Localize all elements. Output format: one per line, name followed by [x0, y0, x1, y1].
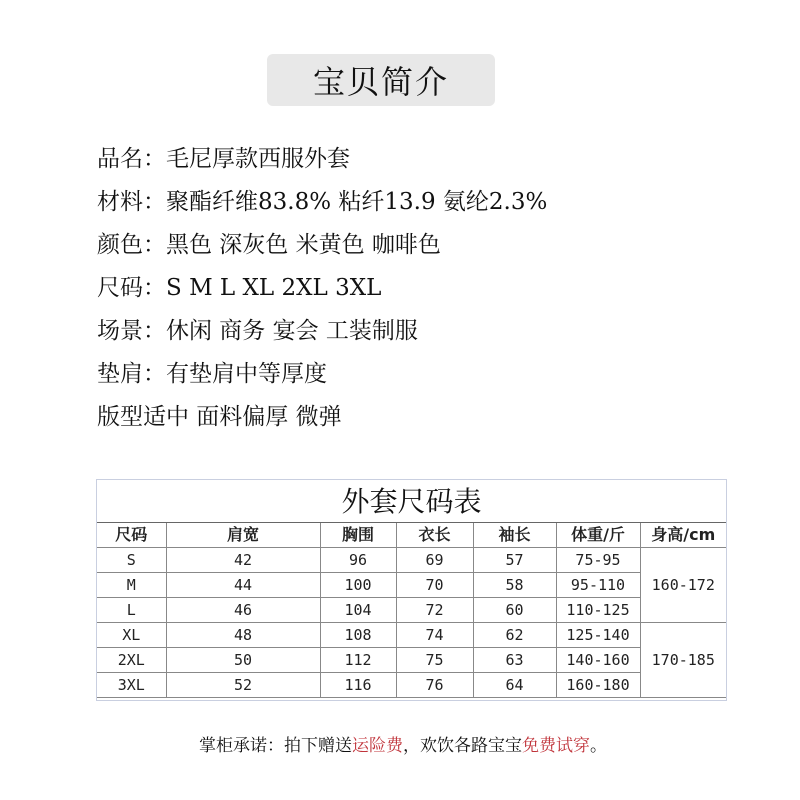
cell-weight: 95-110: [556, 573, 640, 598]
cell-height-group: 160-172: [640, 548, 726, 623]
info-fit-fabric: 版型适中 面料偏厚 微弹: [97, 404, 342, 430]
header-length: 衣长: [396, 523, 473, 548]
product-info-list: [97, 138, 547, 439]
header-sleeve: 袖长: [473, 523, 556, 548]
cell-weight: 160-180: [556, 673, 640, 698]
table-row: [97, 548, 726, 573]
cell-size: 2XL: [97, 648, 166, 673]
table-row: [97, 648, 726, 673]
cell-size: L: [97, 598, 166, 623]
cell-sleeve: 62: [473, 623, 556, 648]
info-colors: 颜色：黑色 深灰色 米黄色 咖啡色: [97, 232, 441, 258]
cell-chest: 100: [320, 573, 396, 598]
table-row: [97, 598, 726, 623]
cell-chest: 104: [320, 598, 396, 623]
header-height: 身高/cm: [640, 523, 726, 548]
promise-suffix: 。: [590, 736, 607, 756]
info-material: 材料：聚酯纤维83.8% 粘纤13.9 氨纶2.3%: [97, 189, 548, 215]
table-row: [97, 623, 726, 648]
cell-length: 74: [396, 623, 473, 648]
info-sizes: 尺码：S M L XL 2XL 3XL: [97, 275, 382, 301]
cell-length: 76: [396, 673, 473, 698]
cell-weight: 140-160: [556, 648, 640, 673]
cell-weight: 110-125: [556, 598, 640, 623]
header-shoulder: 肩宽: [166, 523, 320, 548]
header-size: 尺码: [97, 523, 166, 548]
cell-shoulder: 50: [166, 648, 320, 673]
shop-promise: [199, 731, 607, 756]
cell-shoulder: 46: [166, 598, 320, 623]
cell-sleeve: 60: [473, 598, 556, 623]
cell-length: 69: [396, 548, 473, 573]
cell-size: S: [97, 548, 166, 573]
info-shoulder-pad: 垫肩：有垫肩中等厚度: [97, 361, 327, 387]
cell-chest: 116: [320, 673, 396, 698]
promise-highlight-shipping: 运险费: [352, 736, 403, 756]
cell-sleeve: 58: [473, 573, 556, 598]
promise-middle: ，欢饮各路宝宝: [403, 736, 522, 756]
header-weight: 体重/斤: [556, 523, 640, 548]
cell-length: 75: [396, 648, 473, 673]
size-table: [97, 523, 726, 698]
cell-weight: 125-140: [556, 623, 640, 648]
cell-size: M: [97, 573, 166, 598]
cell-size: XL: [97, 623, 166, 648]
cell-shoulder: 42: [166, 548, 320, 573]
size-chart-title: 外套尺码表: [97, 480, 726, 523]
table-row: [97, 673, 726, 698]
table-header-row: [97, 523, 726, 548]
size-chart: [96, 479, 727, 701]
cell-sleeve: 57: [473, 548, 556, 573]
cell-weight: 75-95: [556, 548, 640, 573]
cell-shoulder: 52: [166, 673, 320, 698]
info-product-name: 品名：毛尼厚款西服外套: [97, 146, 350, 172]
table-row: [97, 573, 726, 598]
promise-highlight-tryon: 免费试穿: [522, 736, 590, 756]
cell-shoulder: 48: [166, 623, 320, 648]
cell-chest: 112: [320, 648, 396, 673]
cell-sleeve: 63: [473, 648, 556, 673]
cell-chest: 96: [320, 548, 396, 573]
cell-chest: 108: [320, 623, 396, 648]
cell-height-group: 170-185: [640, 623, 726, 698]
page-title: 宝贝简介: [267, 54, 495, 106]
cell-sleeve: 64: [473, 673, 556, 698]
cell-length: 70: [396, 573, 473, 598]
cell-size: 3XL: [97, 673, 166, 698]
cell-length: 72: [396, 598, 473, 623]
cell-shoulder: 44: [166, 573, 320, 598]
info-occasions: 场景：休闲 商务 宴会 工装制服: [97, 318, 418, 344]
header-chest: 胸围: [320, 523, 396, 548]
promise-prefix: 掌柜承诺：拍下赠送: [199, 736, 352, 756]
